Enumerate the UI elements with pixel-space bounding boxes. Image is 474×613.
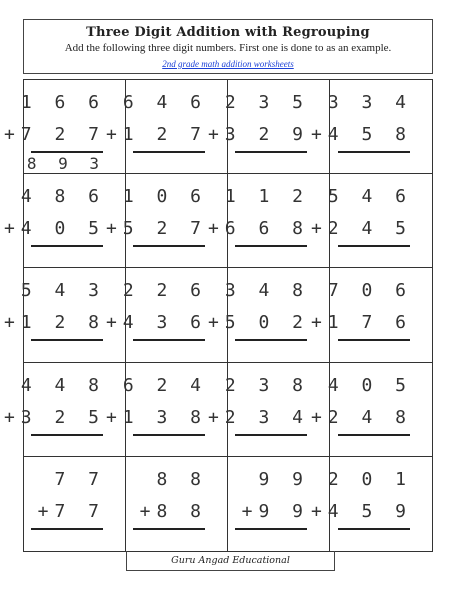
addend-number: +1 3 8 <box>105 406 207 428</box>
top-number: 7 7 <box>54 468 105 490</box>
addend-number: +8 8 <box>139 500 207 522</box>
top-number: 4 0 5 <box>327 374 412 396</box>
problem-grid <box>3 79 433 552</box>
problem-cell <box>24 457 126 551</box>
worksheet-header <box>23 19 433 74</box>
addend-number: +6 6 8 <box>207 218 309 240</box>
sum-line <box>235 151 307 153</box>
top-number: 6 4 6 <box>122 92 207 113</box>
sum-line <box>31 528 103 530</box>
sum-line <box>31 434 103 436</box>
top-number: 4 4 8 <box>20 374 105 396</box>
addend-number: +4 5 9 <box>310 500 412 522</box>
addend-number: +1 2 7 <box>105 124 207 145</box>
sum-line <box>338 245 410 247</box>
addend-number: +2 4 5 <box>310 218 412 240</box>
answer-number: 8 9 3 <box>26 154 105 173</box>
top-number: 5 4 3 <box>20 280 105 302</box>
sum-line <box>133 245 205 247</box>
addend-number: +9 9 <box>241 500 309 522</box>
addend-number: +1 7 6 <box>310 312 412 334</box>
problem-cell <box>310 363 432 457</box>
addend-number: +4 3 6 <box>105 312 207 334</box>
addend-number: +7 2 7 <box>3 124 105 145</box>
sum-line <box>338 434 410 436</box>
top-number: 2 0 1 <box>327 468 412 490</box>
problem-cell <box>126 457 228 551</box>
sum-line <box>235 245 307 247</box>
addend-number: +7 7 <box>37 500 105 522</box>
problem-cell <box>310 174 432 268</box>
addend-number: +5 0 2 <box>207 312 309 334</box>
addend-number: +2 3 4 <box>207 406 309 428</box>
sum-line <box>235 528 307 530</box>
top-number: 2 3 5 <box>224 92 309 113</box>
problem-cell <box>310 457 432 551</box>
sum-line <box>133 434 205 436</box>
addend-number: +3 2 5 <box>3 406 105 428</box>
top-number: 2 3 8 <box>224 374 309 396</box>
addend-number: +4 5 8 <box>310 124 412 145</box>
worksheet-instructions: Add the following three digit numbers. First one is done to as an example. <box>64 42 392 54</box>
sum-line <box>31 245 103 247</box>
sum-line <box>133 339 205 341</box>
top-number: 1 0 6 <box>122 186 207 208</box>
top-number: 1 6 6 <box>20 92 105 113</box>
top-number: 2 2 6 <box>122 280 207 302</box>
top-number: 4 8 6 <box>20 186 105 208</box>
addend-number: +2 4 8 <box>310 406 412 428</box>
worksheet-title: Three Digit Addition with Regrouping <box>86 25 370 40</box>
top-number: 7 0 6 <box>327 280 412 302</box>
addend-number: +1 2 8 <box>3 312 105 334</box>
sum-line <box>235 339 307 341</box>
addend-number: +3 2 9 <box>207 124 309 145</box>
sum-line <box>235 434 307 436</box>
top-number: 1 1 2 <box>224 186 309 208</box>
addend-number: +4 0 5 <box>3 218 105 240</box>
top-number: 9 9 <box>258 468 309 490</box>
sum-line <box>338 339 410 341</box>
addend-number: +5 2 7 <box>105 218 207 240</box>
sum-line <box>338 151 410 153</box>
problem-cell <box>310 268 432 362</box>
top-number: 8 8 <box>156 468 207 490</box>
top-number: 3 4 8 <box>224 280 309 302</box>
top-number: 6 2 4 <box>122 374 207 396</box>
sum-line <box>338 528 410 530</box>
sum-line <box>31 339 103 341</box>
sum-line <box>31 151 103 153</box>
worksheets-link[interactable]: 2nd grade math addition worksheets <box>162 59 294 69</box>
sum-line <box>133 528 205 530</box>
top-number: 3 3 4 <box>327 92 412 113</box>
problem-cell <box>310 80 432 174</box>
footer-credit: Guru Angad Educational <box>126 551 335 571</box>
sum-line <box>133 151 205 153</box>
top-number: 5 4 6 <box>327 186 412 208</box>
